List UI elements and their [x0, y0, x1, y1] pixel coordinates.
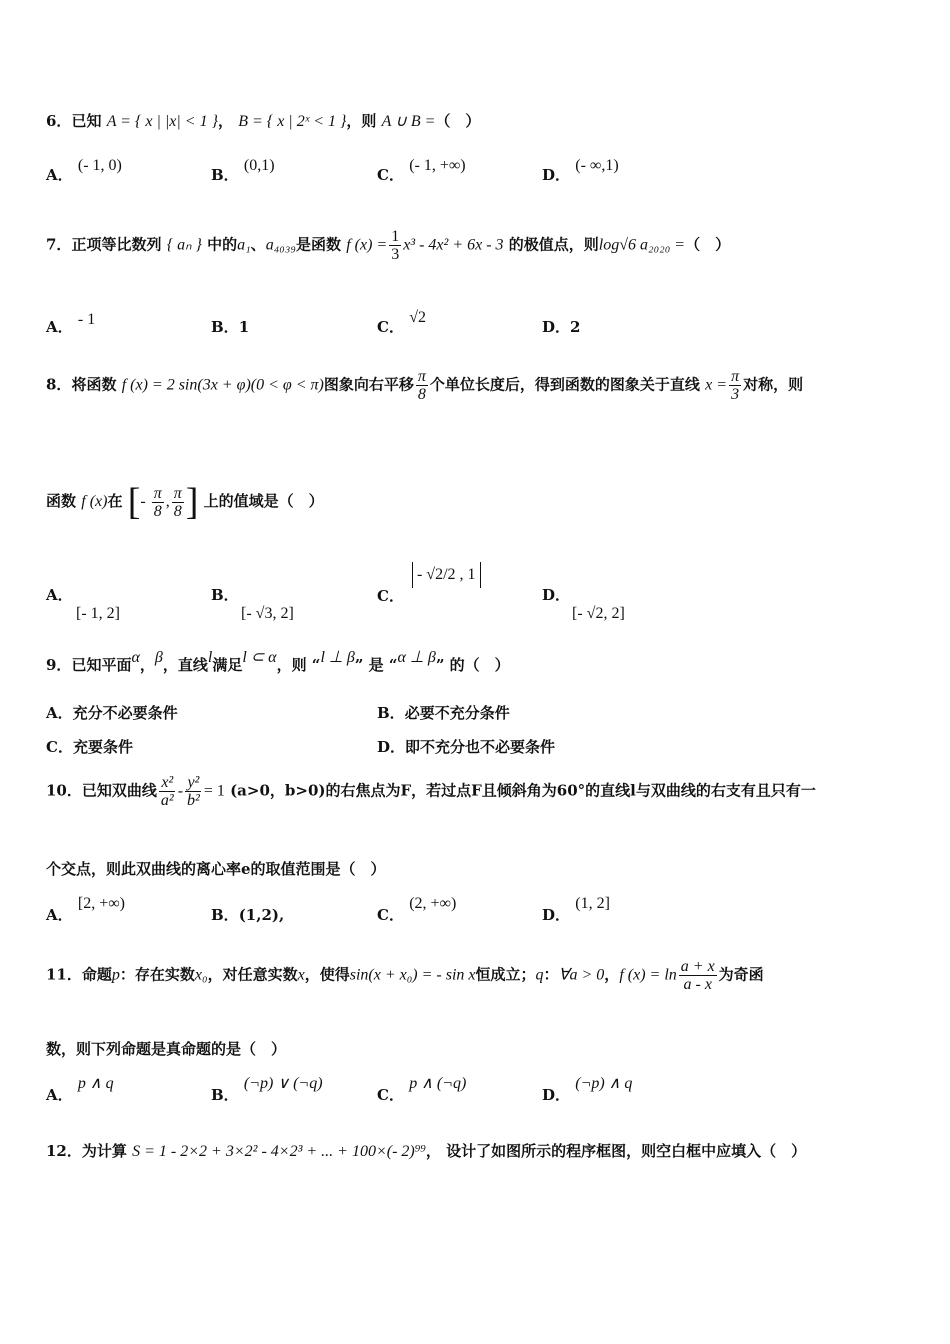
- option-a: [46, 895, 125, 925]
- option-b: [377, 702, 510, 723]
- option-b: [211, 157, 275, 185]
- option-a: [46, 157, 122, 185]
- option-value: (2, +∞): [409, 895, 457, 912]
- option-value: (1, 2]: [575, 895, 610, 912]
- function-expr: f (x) = ln: [619, 966, 677, 984]
- option-label: D．: [542, 318, 571, 336]
- answer-paren: （ ）: [685, 235, 731, 254]
- question-number: 9．: [46, 656, 72, 674]
- stem-text: 上的值域是（ ）: [203, 492, 324, 510]
- fraction-x2-a2: [159, 774, 176, 809]
- question-12-stem: [46, 1140, 806, 1161]
- option-value: (- 1, 0): [77, 157, 122, 174]
- stem-text: 的极值点，则: [508, 235, 599, 254]
- option-label: A．: [46, 906, 73, 924]
- option-value: [- 1, 2]: [76, 605, 120, 622]
- stem-text: ，使得: [304, 965, 350, 984]
- option-value: (- ∞,1): [575, 157, 619, 174]
- option-label: D．: [542, 166, 571, 184]
- stem-text: 将函数: [71, 375, 117, 394]
- condition-expr: l ⊂ α: [242, 649, 277, 666]
- fraction-numerator: y²: [187, 774, 200, 791]
- option-value: [- √3, 2]: [241, 605, 294, 622]
- stem-text: ，则: [346, 112, 377, 130]
- stem-text: 在: [107, 492, 123, 510]
- proposition-1: l ⊥ β: [320, 649, 355, 666]
- fraction: [389, 228, 401, 263]
- fraction-denominator: b²: [187, 792, 200, 809]
- interval-minus: -: [140, 493, 150, 510]
- question-number: 6．: [46, 112, 72, 130]
- union-expr: A ∪ B =: [381, 113, 436, 130]
- option-label: A．: [46, 586, 73, 604]
- interval-comma: ,: [165, 493, 170, 510]
- fraction-numerator: π: [173, 484, 182, 502]
- question-10-stem: [46, 774, 816, 809]
- option-label: C．: [46, 738, 73, 756]
- fraction: [172, 485, 184, 520]
- proposition-q: q: [535, 966, 544, 984]
- question-8-stem: [46, 368, 803, 403]
- option-label: C．: [377, 318, 404, 336]
- option-b: [211, 1075, 323, 1105]
- fraction-numerator: π: [153, 484, 162, 502]
- question-7-stem: [46, 228, 730, 263]
- stem-text: ，对任意实数: [207, 965, 298, 984]
- stem-text: 为计算: [81, 1142, 127, 1160]
- option-value: 充分不必要条件: [72, 704, 178, 722]
- stem-text: 个单位长度后，得到函数的图象关于直线: [429, 375, 700, 394]
- equation-expr: sin(x + x₀) = - sin x: [349, 966, 476, 984]
- answer-paren: （ ）: [435, 112, 481, 130]
- option-value: - 1: [77, 311, 96, 328]
- function-expr: f (x): [81, 493, 108, 510]
- option-label: A．: [46, 1086, 73, 1104]
- option-label: A．: [46, 704, 73, 722]
- fraction-denominator: 8: [173, 502, 182, 520]
- option-value: 必要不充分条件: [404, 704, 510, 722]
- equals-one: = 1: [203, 782, 225, 800]
- question-number: 8．: [46, 375, 72, 394]
- question-10-stem-line2: [46, 858, 386, 879]
- stem-text: 是函数: [295, 235, 341, 254]
- option-d: [542, 895, 610, 925]
- option-a: [46, 702, 178, 723]
- question-11-stem-line2: [46, 1038, 286, 1059]
- option-value: 充要条件: [72, 738, 133, 756]
- option-c: [377, 566, 481, 610]
- option-c: [46, 736, 133, 757]
- fraction: [729, 368, 741, 403]
- stem-text: 已知: [71, 112, 102, 130]
- option-value: 2: [570, 318, 581, 336]
- stem-text: ” 是 “: [354, 656, 398, 674]
- fraction-numerator: π: [731, 368, 740, 385]
- proposition-p: p: [111, 966, 120, 984]
- fraction-denominator: 8: [153, 502, 162, 520]
- option-a: [46, 1075, 114, 1105]
- option-value: - √2/2 , 1: [412, 562, 481, 588]
- stem-text: 数，则下列命题是真命题的是（ ）: [46, 1040, 287, 1058]
- option-c: [377, 309, 426, 337]
- stem-text: ，: [217, 112, 233, 130]
- set-a-expr: A = { x | |x| < 1 }: [106, 113, 218, 130]
- option-b: [211, 904, 284, 925]
- question-number: 12．: [46, 1142, 82, 1160]
- sequence-expr: { aₙ }: [166, 236, 202, 254]
- line-expr: x =: [705, 376, 728, 394]
- fraction-y2-b2: [185, 774, 202, 809]
- option-a: [46, 584, 120, 623]
- option-label: B．: [211, 166, 239, 184]
- option-a: [46, 311, 96, 337]
- option-c: [377, 895, 457, 925]
- stem-text: ， 设计了如图所示的程序框图，则空白框中应填入（ ）: [425, 1142, 807, 1160]
- option-d: [542, 584, 625, 623]
- question-6-stem: [46, 110, 480, 131]
- option-value: [- √2, 2]: [572, 605, 625, 622]
- minus-sign: -: [177, 782, 184, 800]
- option-label: D．: [542, 586, 571, 604]
- option-label: B．: [211, 586, 239, 604]
- stem-text: ：: [543, 965, 559, 984]
- stem-text: (a>0，b>0)的右焦点为F，若过点F且倾斜角为60°的直线l与双曲线的右支有且只有一: [230, 781, 816, 800]
- line-l: l: [207, 649, 213, 666]
- option-label: C．: [377, 166, 404, 184]
- option-label: B．: [211, 1086, 239, 1104]
- forall-expr: ∀a > 0: [558, 966, 605, 984]
- stem-text: ，则 “: [276, 656, 321, 674]
- fraction-numerator: a + x: [680, 958, 715, 975]
- stem-text: ：存在实数: [119, 965, 195, 984]
- option-b: [211, 316, 249, 337]
- question-8-stem-line2: 函数 f (x)在 [- $\frac{\pi}{8}$ , $\frac{\pi}{8}$ ] 上的值域是（ ）: [46, 481, 324, 523]
- option-label: A．: [46, 318, 73, 336]
- option-d: [542, 1075, 633, 1105]
- term-a1: a₁: [237, 236, 251, 254]
- term-a4039: a₄₀₃₉: [265, 236, 296, 254]
- fraction-numerator: π: [417, 368, 426, 385]
- stem-text: 已知平面: [71, 656, 132, 674]
- option-value: 即不充分也不必要条件: [405, 738, 556, 756]
- stem-text: 满足: [212, 656, 243, 674]
- stem-text: 中的: [207, 235, 238, 254]
- option-value: (0,1): [243, 157, 275, 174]
- option-label: D．: [542, 906, 571, 924]
- fraction-denominator: 8: [417, 386, 426, 403]
- option-value: (1,2),: [238, 906, 285, 924]
- option-value: (- 1, +∞): [409, 157, 466, 174]
- sum-expr: S = 1 - 2×2 + 3×2² - 4×2³ + ... + 100×(- 2)⁹⁹: [132, 1143, 426, 1160]
- option-label: C．: [377, 587, 404, 605]
- option-label: D．: [377, 738, 406, 756]
- stem-text: 已知双曲线: [81, 781, 157, 800]
- option-label: A．: [46, 166, 73, 184]
- stem-text: 函数: [46, 492, 77, 510]
- plane-beta: β: [154, 649, 163, 666]
- stem-text: 恒成立；: [475, 965, 536, 984]
- stem-text: 、: [250, 235, 266, 254]
- option-d: [542, 316, 580, 337]
- stem-text: 命题: [81, 965, 112, 984]
- fraction-numerator: x²: [161, 774, 174, 791]
- option-label: C．: [377, 1086, 404, 1104]
- option-b: [211, 584, 294, 623]
- stem-text: ，: [139, 656, 155, 674]
- option-value: p ∧ q: [77, 1075, 114, 1092]
- option-value: [2, +∞): [77, 895, 125, 912]
- question-number: 10．: [46, 781, 82, 800]
- fraction-denominator: a - x: [683, 976, 712, 993]
- option-label: C．: [377, 906, 404, 924]
- option-value: √2: [409, 309, 426, 326]
- function-expr: f (x) = 2 sin(3x + φ)(0 < φ < π): [121, 376, 324, 394]
- stem-text: ，: [604, 965, 620, 984]
- fraction: [152, 485, 164, 520]
- option-d: [377, 736, 555, 757]
- fraction: [416, 368, 428, 403]
- option-c: [377, 1075, 467, 1105]
- option-label: B．: [211, 318, 239, 336]
- plane-alpha: α: [131, 649, 140, 666]
- fraction-denominator: 3: [731, 386, 740, 403]
- fraction-denominator: a²: [160, 792, 174, 809]
- question-9-stem: [46, 649, 510, 675]
- stem-text: 对称，则: [743, 375, 804, 394]
- option-value: (¬p) ∧ q: [575, 1075, 633, 1092]
- option-value: p ∧ (¬q): [409, 1075, 467, 1092]
- fraction-denominator: 3: [391, 246, 400, 263]
- fraction-numerator: 1: [391, 228, 400, 245]
- question-number: 7．: [46, 235, 72, 254]
- function-expr: f (x) =: [346, 236, 388, 254]
- option-label: B．: [211, 906, 239, 924]
- option-d: [542, 157, 619, 185]
- option-label: D．: [542, 1086, 571, 1104]
- function-expr: x³ - 4x² + 6x - 3: [403, 236, 504, 254]
- stem-text: 图象向右平移: [323, 375, 414, 394]
- option-label: B．: [377, 704, 405, 722]
- option-c: [377, 157, 466, 185]
- stem-text: 为奇函: [718, 965, 764, 984]
- stem-text: 正项等比数列: [71, 235, 162, 254]
- stem-text: ，直线: [162, 656, 208, 674]
- option-value: 1: [238, 318, 250, 336]
- stem-text: ” 的（ ）: [435, 656, 510, 674]
- proposition-2: α ⊥ β: [397, 649, 436, 666]
- question-11-stem: [46, 958, 764, 993]
- stem-text: 个交点，则此双曲线的离心率e的取值范围是（ ）: [46, 860, 386, 878]
- set-b-expr: B = { x | 2ˣ < 1 }: [238, 113, 347, 130]
- option-value: (¬p) ∨ (¬q): [243, 1075, 323, 1092]
- question-number: 11．: [46, 965, 82, 984]
- fraction: [679, 958, 717, 993]
- var-x0: x₀: [194, 966, 208, 984]
- var-x: x: [297, 966, 305, 984]
- log-expr: log√6 a₂₀₂₀ =: [598, 236, 686, 254]
